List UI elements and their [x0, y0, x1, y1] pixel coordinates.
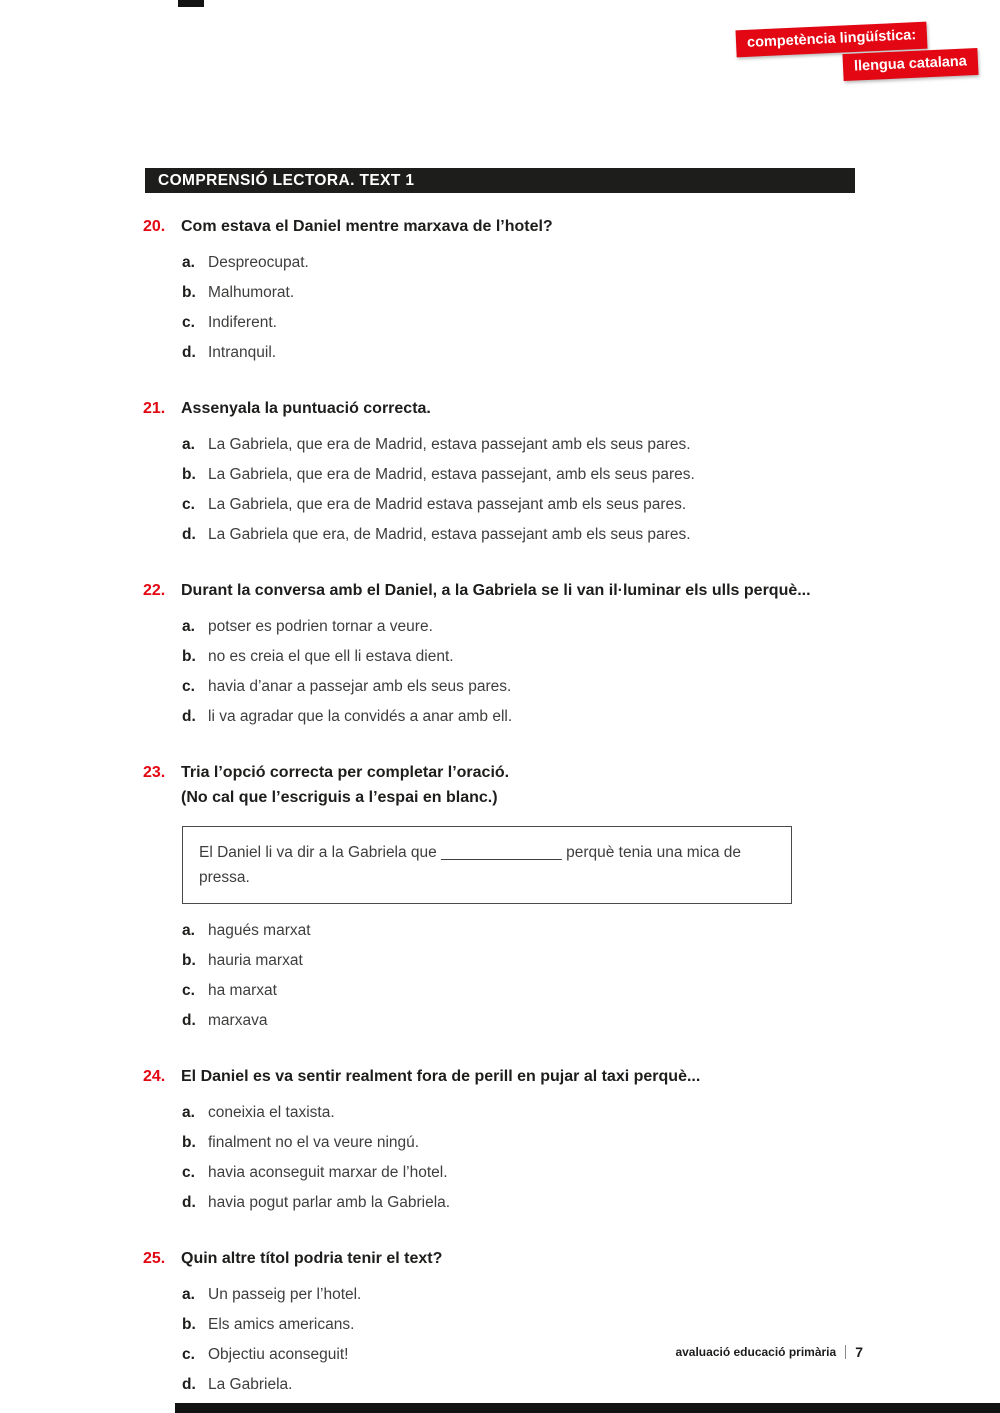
- option-letter: a.: [182, 618, 195, 635]
- option-text: hagués marxat: [208, 922, 311, 939]
- option-letter: b.: [182, 648, 196, 665]
- option-text: havia d’anar a passejar amb els seus pares.: [208, 678, 512, 695]
- option-text: La Gabriela, que era de Madrid, estava passejant, amb els seus pares.: [208, 466, 695, 483]
- option-b: [182, 642, 857, 672]
- option-letter: d.: [182, 1194, 196, 1211]
- options-list: [182, 430, 857, 550]
- option-text: marxava: [208, 1012, 268, 1029]
- option-b: [182, 278, 857, 308]
- option-text: potser es podrien tornar a veure.: [208, 618, 433, 635]
- questions-area: [143, 186, 857, 1400]
- option-d: [182, 338, 857, 368]
- crop-mark: [178, 0, 204, 7]
- question-number: 21.: [143, 400, 166, 417]
- option-d: [182, 1006, 857, 1036]
- option-letter: c.: [182, 314, 195, 331]
- option-letter: b.: [182, 952, 196, 969]
- badge-llengua-catalana: [842, 48, 978, 81]
- question-20: [143, 214, 857, 368]
- option-letter: c.: [182, 1164, 195, 1181]
- question-number: 24.: [143, 1068, 166, 1085]
- option-d: [182, 1370, 857, 1400]
- question-head: [143, 1246, 857, 1271]
- option-text: Indiferent.: [208, 314, 277, 331]
- option-c: [182, 1158, 857, 1188]
- options-list: [182, 1280, 857, 1400]
- question-22: [143, 578, 857, 732]
- option-text: La Gabriela, que era de Madrid estava passejant amb els seus pares.: [208, 496, 687, 513]
- question-number: 23.: [143, 764, 166, 781]
- option-text: Malhumorat.: [208, 284, 295, 301]
- option-letter: c.: [182, 982, 195, 999]
- option-letter: b.: [182, 1134, 196, 1151]
- option-text: coneixia el taxista.: [208, 1104, 335, 1121]
- option-text: Els amics americans.: [208, 1316, 355, 1333]
- option-c: [182, 308, 857, 338]
- option-a: [182, 916, 857, 946]
- option-text: La Gabriela, que era de Madrid, estava passejant amb els seus pares.: [208, 436, 691, 453]
- option-letter: d.: [182, 708, 196, 725]
- option-letter: a.: [182, 436, 195, 453]
- question-head: [143, 1064, 857, 1089]
- option-letter: c.: [182, 1346, 195, 1363]
- question-text: El Daniel es va sentir realment fora de perill en pujar al taxi perquè...: [181, 1068, 701, 1085]
- option-a: [182, 1098, 857, 1128]
- option-a: [182, 248, 857, 278]
- options-list: [182, 612, 857, 732]
- option-letter: a.: [182, 254, 195, 271]
- option-d: [182, 702, 857, 732]
- option-text: li va agradar que la convidés a anar amb ell.: [208, 708, 513, 725]
- option-c: [182, 976, 857, 1006]
- question-head: [143, 396, 857, 421]
- question-number: 20.: [143, 218, 166, 235]
- question-text: Tria l’opció correcta per completar l’oració.: [181, 764, 510, 781]
- option-text: havia aconseguit marxar de l’hotel.: [208, 1164, 448, 1181]
- option-letter: b.: [182, 466, 196, 483]
- options-list: [182, 1098, 857, 1218]
- option-letter: b.: [182, 284, 196, 301]
- option-letter: d.: [182, 344, 196, 361]
- option-text: Un passeig per l’hotel.: [208, 1286, 362, 1303]
- footer-divider: [845, 1345, 846, 1359]
- fill-in-box: [182, 826, 792, 904]
- options-list: [182, 248, 857, 368]
- badge-llengua-label: llengua catalana: [853, 53, 968, 75]
- question-subtext: (No cal que l’escriguis a l’espai en blanc.): [181, 789, 498, 806]
- options-list: [182, 916, 857, 1036]
- option-letter: c.: [182, 496, 195, 513]
- question-number: 22.: [143, 582, 166, 599]
- footer-label: avaluació educació primària: [675, 1345, 837, 1359]
- option-letter: d.: [182, 1012, 196, 1029]
- question-text: Assenyala la puntuació correcta.: [181, 400, 431, 417]
- option-letter: b.: [182, 1316, 196, 1333]
- option-d: [182, 1188, 857, 1218]
- option-text: La Gabriela que era, de Madrid, estava passejant amb els seus pares.: [208, 526, 691, 543]
- option-text: havia pogut parlar amb la Gabriela.: [208, 1194, 451, 1211]
- question-number: 25.: [143, 1250, 166, 1267]
- option-a: [182, 612, 857, 642]
- option-a: [182, 1280, 857, 1310]
- option-d: [182, 520, 857, 550]
- option-letter: c.: [182, 678, 195, 695]
- option-text: La Gabriela.: [208, 1376, 293, 1393]
- bottom-print-bar: [175, 1403, 1000, 1413]
- section-header-title: COMPRENSIÓ LECTORA. TEXT 1: [158, 171, 415, 189]
- fill-in-sentence: El Daniel li va dir a la Gabriela que ______________ perquè tenia una mica de pressa.: [199, 844, 742, 886]
- option-text: no es creia el que ell li estava dient.: [208, 648, 454, 665]
- question-23: [143, 760, 857, 1036]
- option-b: [182, 460, 857, 490]
- question-21: [143, 396, 857, 550]
- option-letter: d.: [182, 526, 196, 543]
- badge-competencia-label: competència lingüística:: [746, 27, 917, 51]
- option-letter: d.: [182, 1376, 196, 1393]
- option-letter: a.: [182, 922, 195, 939]
- option-b: [182, 946, 857, 976]
- option-c: [182, 490, 857, 520]
- page-footer: [675, 1344, 863, 1360]
- question-head: [143, 578, 857, 603]
- option-letter: a.: [182, 1286, 195, 1303]
- question-head: [143, 214, 857, 239]
- option-text: Objectiu aconseguit!: [208, 1346, 349, 1363]
- option-text: ha marxat: [208, 982, 277, 999]
- question-text: Quin altre títol podria tenir el text?: [181, 1250, 443, 1267]
- option-text: Intranquil.: [208, 344, 277, 361]
- question-24: [143, 1064, 857, 1218]
- question-head: [143, 760, 857, 785]
- option-letter: a.: [182, 1104, 195, 1121]
- option-text: hauria marxat: [208, 952, 303, 969]
- question-text: Com estava el Daniel mentre marxava de l’hotel?: [181, 218, 553, 235]
- option-b: [182, 1128, 857, 1158]
- option-text: Despreocupat.: [208, 254, 309, 271]
- option-c: [182, 672, 857, 702]
- option-a: [182, 430, 857, 460]
- question-text: Durant la conversa amb el Daniel, a la Gabriela se li van il·luminar els ulls perquè...: [181, 582, 811, 599]
- option-b: [182, 1310, 857, 1340]
- option-text: finalment no el va veure ningú.: [208, 1134, 420, 1151]
- page-number: 7: [855, 1344, 863, 1360]
- question-25: [143, 1246, 857, 1400]
